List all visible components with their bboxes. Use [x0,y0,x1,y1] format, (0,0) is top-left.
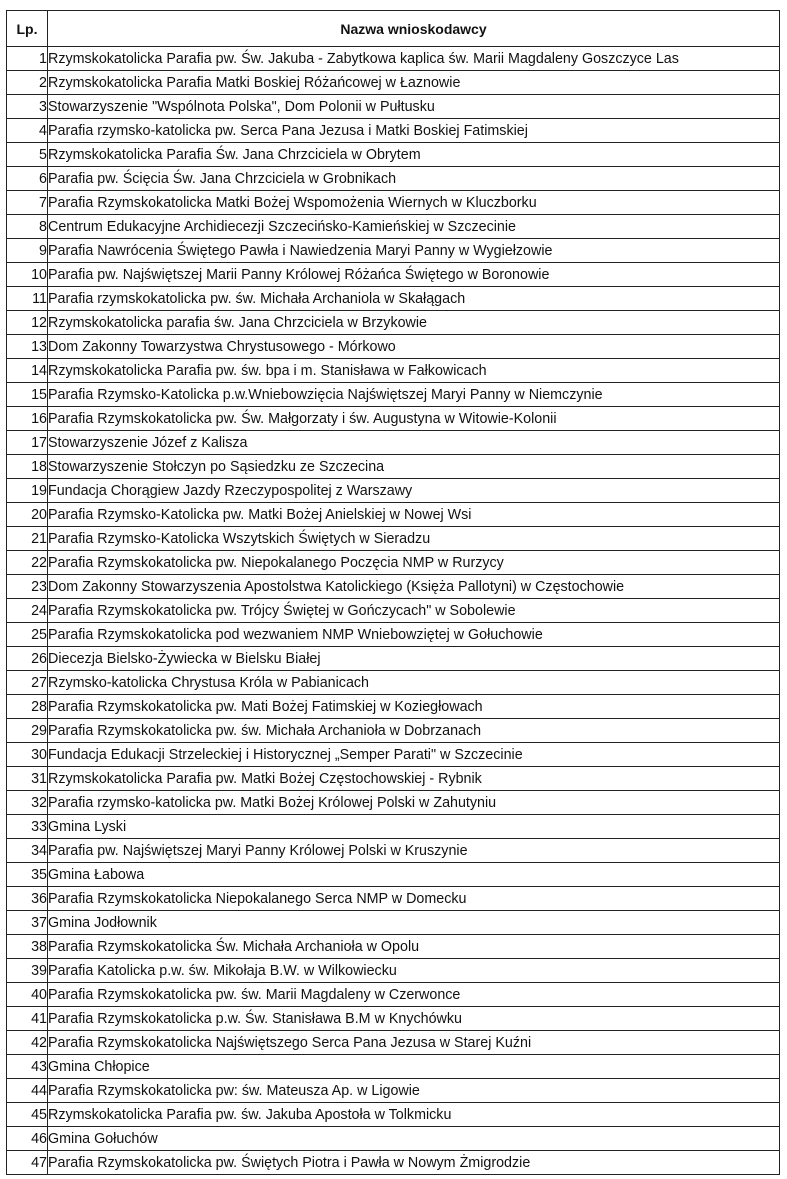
applicant-name: Parafia Rzymskokatolicka p.w. Św. Stanisława B.M w Knychówku [48,1007,780,1031]
applicant-name: Rzymskokatolicka Parafia pw. św. Jakuba Apostoła w Tolkmicku [48,1103,780,1127]
table-row [7,1031,780,1055]
row-number: 42 [7,1031,48,1055]
applicant-name: Centrum Edukacyjne Archidiecezji Szczecińsko-Kamieńskiej w Szczecinie [48,215,780,239]
applicant-name: Stowarzyszenie Stołczyn po Sąsiedzku ze Szczecina [48,455,780,479]
row-number: 4 [7,119,48,143]
row-number: 6 [7,167,48,191]
table-row [7,695,780,719]
applicant-name: Rzymskokatolicka parafia św. Jana Chrzciciela w Brzykowie [48,311,780,335]
row-number: 27 [7,671,48,695]
row-number: 47 [7,1151,48,1175]
row-number: 33 [7,815,48,839]
applicant-name: Gmina Gołuchów [48,1127,780,1151]
row-number: 34 [7,839,48,863]
applicant-name: Parafia Rzymskokatolicka pw. Św. Małgorzaty i św. Augustyna w Witowie-Kolonii [48,407,780,431]
table-row [7,503,780,527]
applicant-name: Parafia Rzymskokatolicka pw. Mati Bożej Fatimskiej w Koziegłowach [48,695,780,719]
applicant-name: Stowarzyszenie Józef z Kalisza [48,431,780,455]
table-row [7,1007,780,1031]
table-row [7,263,780,287]
row-number: 17 [7,431,48,455]
applicant-name: Rzymskokatolicka Parafia pw. św. bpa i m. Stanisława w Fałkowicach [48,359,780,383]
table-row [7,599,780,623]
applicant-name: Parafia pw. Ścięcia Św. Jana Chrzciciela w Grobnikach [48,167,780,191]
row-number: 15 [7,383,48,407]
applicant-name: Parafia Rzymskokatolicka Św. Michała Archanioła w Opolu [48,935,780,959]
table-row [7,47,780,71]
row-number: 45 [7,1103,48,1127]
row-number: 24 [7,599,48,623]
table-body [7,47,780,1175]
row-number: 3 [7,95,48,119]
table-row [7,719,780,743]
row-number: 32 [7,791,48,815]
row-number: 12 [7,311,48,335]
table-row [7,335,780,359]
applicant-name: Parafia Rzymskokatolicka pw. Świętych Piotra i Pawła w Nowym Żmigrodzie [48,1151,780,1175]
table-row [7,983,780,1007]
table-row [7,767,780,791]
table-row [7,1079,780,1103]
table-row [7,839,780,863]
applicant-name: Rzymskokatolicka Parafia pw. Matki Bożej Częstochowskiej - Rybnik [48,767,780,791]
applicant-name: Parafia pw. Najświętszej Maryi Panny Królowej Polski w Kruszynie [48,839,780,863]
row-number: 9 [7,239,48,263]
applicant-name: Parafia Rzymskokatolicka Niepokalanego Serca NMP w Domecku [48,887,780,911]
row-number: 38 [7,935,48,959]
row-number: 39 [7,959,48,983]
row-number: 19 [7,479,48,503]
row-number: 11 [7,287,48,311]
table-row [7,1127,780,1151]
table-row [7,191,780,215]
applicant-name: Rzymskokatolicka Parafia Matki Boskiej Różańcowej w Łaznowie [48,71,780,95]
row-number: 26 [7,647,48,671]
applicant-name: Parafia rzymsko-katolicka pw. Serca Pana Jezusa i Matki Boskiej Fatimskiej [48,119,780,143]
row-number: 13 [7,335,48,359]
applicant-name: Parafia Rzymskokatolicka pod wezwaniem NMP Wniebowziętej w Gołuchowie [48,623,780,647]
table-row [7,359,780,383]
applicant-name: Parafia Rzymskokatolicka pw. św. Michała Archanioła w Dobrzanach [48,719,780,743]
table-row [7,143,780,167]
row-number: 7 [7,191,48,215]
row-number: 1 [7,47,48,71]
applicant-name: Fundacja Edukacji Strzeleckiej i Historycznej „Semper Parati" w Szczecinie [48,743,780,767]
table-row [7,119,780,143]
applicant-name: Rzymskokatolicka Parafia pw. Św. Jakuba - Zabytkowa kaplica św. Marii Magdaleny Goszczyce Las [48,47,780,71]
applicant-name: Rzymsko-katolicka Chrystusa Króla w Pabianicach [48,671,780,695]
applicant-name: Rzymskokatolicka Parafia Św. Jana Chrzciciela w Obrytem [48,143,780,167]
table-row [7,1103,780,1127]
table-row [7,71,780,95]
applicant-name: Gmina Lyski [48,815,780,839]
table-row [7,815,780,839]
row-number: 16 [7,407,48,431]
table-row [7,623,780,647]
row-number: 43 [7,1055,48,1079]
row-number: 21 [7,527,48,551]
row-number: 28 [7,695,48,719]
applicant-name: Gmina Jodłownik [48,911,780,935]
row-number: 20 [7,503,48,527]
applicant-name: Parafia Rzymsko-Katolicka p.w.Wniebowzięcia Najświętszej Maryi Panny w Niemczynie [48,383,780,407]
row-number: 41 [7,1007,48,1031]
row-number: 8 [7,215,48,239]
row-number: 23 [7,575,48,599]
table-row [7,863,780,887]
row-number: 30 [7,743,48,767]
applicant-name: Parafia Rzymskokatolicka Matki Bożej Wspomożenia Wiernych w Kluczborku [48,191,780,215]
applicant-name: Parafia Rzymskokatolicka Najświętszego Serca Pana Jezusa w Starej Kuźni [48,1031,780,1055]
table-row [7,407,780,431]
table-row [7,743,780,767]
row-number: 37 [7,911,48,935]
table-row [7,239,780,263]
table-row [7,671,780,695]
table-row [7,527,780,551]
table-row [7,431,780,455]
table-row [7,167,780,191]
row-number: 25 [7,623,48,647]
applicant-name: Gmina Łabowa [48,863,780,887]
applicant-name: Parafia Rzymskokatolicka pw. św. Marii Magdaleny w Czerwonce [48,983,780,1007]
table-row [7,95,780,119]
row-number: 2 [7,71,48,95]
applicants-table [6,10,780,1175]
applicant-name: Parafia Rzymsko-Katolicka Wszytskich Świętych w Sieradzu [48,527,780,551]
applicant-name: Parafia pw. Najświętszej Marii Panny Królowej Różańca Świętego w Boronowie [48,263,780,287]
applicant-name: Diecezja Bielsko-Żywiecka w Bielsku Białej [48,647,780,671]
table-row [7,791,780,815]
row-number: 5 [7,143,48,167]
applicant-name: Dom Zakonny Towarzystwa Chrystusowego - Mórkowo [48,335,780,359]
applicants-sheet [6,10,780,1175]
row-number: 29 [7,719,48,743]
table-row [7,1151,780,1175]
table-row [7,215,780,239]
applicant-name: Parafia Rzymsko-Katolicka pw. Matki Bożej Anielskiej w Nowej Wsi [48,503,780,527]
table-row [7,551,780,575]
row-number: 18 [7,455,48,479]
applicant-name: Parafia Nawrócenia Świętego Pawła i Nawiedzenia Maryi Panny w Wygiełzowie [48,239,780,263]
table-row [7,959,780,983]
applicant-name: Dom Zakonny Stowarzyszenia Apostolstwa Katolickiego (Księża Pallotyni) w Częstochowie [48,575,780,599]
row-number: 40 [7,983,48,1007]
row-number: 35 [7,863,48,887]
applicant-name: Gmina Chłopice [48,1055,780,1079]
row-number: 46 [7,1127,48,1151]
table-row [7,647,780,671]
name-column-header: Nazwa wnioskodawcy [48,11,780,47]
applicant-name: Parafia Rzymskokatolicka pw. Niepokalanego Poczęcia NMP w Rurzycy [48,551,780,575]
row-number: 36 [7,887,48,911]
table-row [7,455,780,479]
table-row [7,887,780,911]
applicant-name: Fundacja Chorągiew Jazdy Rzeczypospolitej z Warszawy [48,479,780,503]
row-number: 10 [7,263,48,287]
table-row [7,575,780,599]
header-row [7,11,780,47]
table-row [7,287,780,311]
applicant-name: Parafia Rzymskokatolicka pw. Trójcy Świętej w Gończycach" w Sobolewie [48,599,780,623]
applicant-name: Parafia rzymskokatolicka pw. św. Michała Archaniola w Skałągach [48,287,780,311]
table-row [7,1055,780,1079]
table-row [7,911,780,935]
row-number: 14 [7,359,48,383]
applicant-name: Parafia rzymsko-katolicka pw. Matki Bożej Królowej Polski w Zahutyniu [48,791,780,815]
applicant-name: Stowarzyszenie "Wspólnota Polska", Dom Polonii w Pułtusku [48,95,780,119]
table-row [7,383,780,407]
table-row [7,311,780,335]
table-row [7,479,780,503]
row-number: 44 [7,1079,48,1103]
row-number: 31 [7,767,48,791]
applicant-name: Parafia Rzymskokatolicka pw: św. Mateusza Ap. w Ligowie [48,1079,780,1103]
lp-column-header: Lp. [7,11,48,47]
table-row [7,935,780,959]
applicant-name: Parafia Katolicka p.w. św. Mikołaja B.W. w Wilkowiecku [48,959,780,983]
row-number: 22 [7,551,48,575]
